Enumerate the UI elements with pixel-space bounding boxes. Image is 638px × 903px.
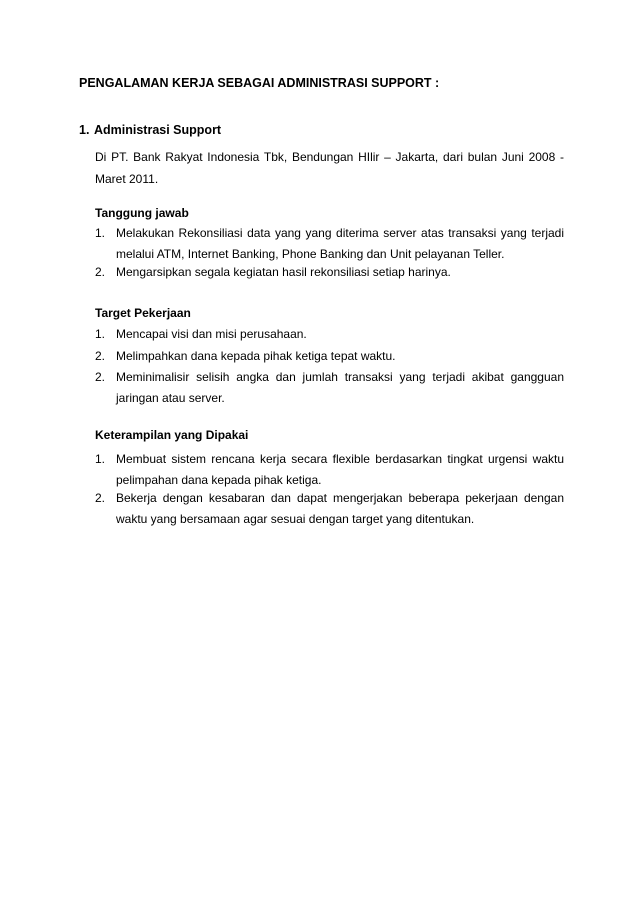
list-item-text: Bekerja dengan kesabaran dan dapat mengerjakan beberapa pekerjaan dengan xyxy=(116,491,564,505)
list-item-text: melalui ATM, Internet Banking, Phone Banking dan Unit pelayanan Teller. xyxy=(116,247,505,261)
section-intro xyxy=(95,146,564,190)
list-item xyxy=(95,223,564,265)
list-item xyxy=(95,262,564,283)
list-item xyxy=(95,449,564,491)
subheading-tanggung-jawab: Tanggung jawab xyxy=(95,206,189,220)
list-item xyxy=(95,367,564,409)
section-heading xyxy=(79,123,221,137)
list-item-text: pelimpahan dana kepada pihak ketiga. xyxy=(116,473,322,487)
list-item-text: Mencapai visi dan misi perusahaan. xyxy=(116,327,307,341)
list-item xyxy=(95,346,564,367)
list-item-text: Membuat sistem rencana kerja secara flexible berdasarkan tingkat urgensi waktu xyxy=(116,452,564,466)
list-item-text: Melimpahkan dana kepada pihak ketiga tepat waktu. xyxy=(116,349,396,363)
list-item-text: Meminimalisir selisih angka dan jumlah transaksi yang terjadi akibat gangguan xyxy=(116,370,564,384)
list-item-text: waktu yang bersamaan agar sesuai dengan target yang ditentukan. xyxy=(116,512,475,526)
list-item-number: 2. xyxy=(95,265,106,279)
list-item-number: 2. xyxy=(95,370,106,384)
list-item xyxy=(95,488,564,530)
section-number: 1. xyxy=(79,123,90,137)
section-title: Administrasi Support xyxy=(94,123,222,137)
intro-line-1: Di PT. Bank Rakyat Indonesia Tbk, Bendungan HIlir – Jakarta, dari bulan Juni 2008 - xyxy=(95,150,564,164)
list-item-number: 1. xyxy=(95,226,106,240)
list-item xyxy=(95,324,564,345)
list-item-number: 2. xyxy=(95,491,106,505)
list-item-number: 2. xyxy=(95,349,106,363)
list-item-number: 1. xyxy=(95,327,106,341)
intro-line-2: Maret 2011. xyxy=(95,172,159,186)
subheading-target-pekerjaan: Target Pekerjaan xyxy=(95,306,191,320)
list-item-number: 1. xyxy=(95,452,106,466)
document-title: PENGALAMAN KERJA SEBAGAI ADMINISTRASI SUPPORT : xyxy=(79,76,440,90)
list-item-text: Melakukan Rekonsiliasi data yang yang diterima server atas transaksi yang terjadi xyxy=(116,226,564,240)
subheading-keterampilan: Keterampilan yang Dipakai xyxy=(95,428,249,442)
list-item-text: Mengarsipkan segala kegiatan hasil rekonsiliasi setiap harinya. xyxy=(116,265,451,279)
list-item-text: jaringan atau server. xyxy=(116,391,225,405)
